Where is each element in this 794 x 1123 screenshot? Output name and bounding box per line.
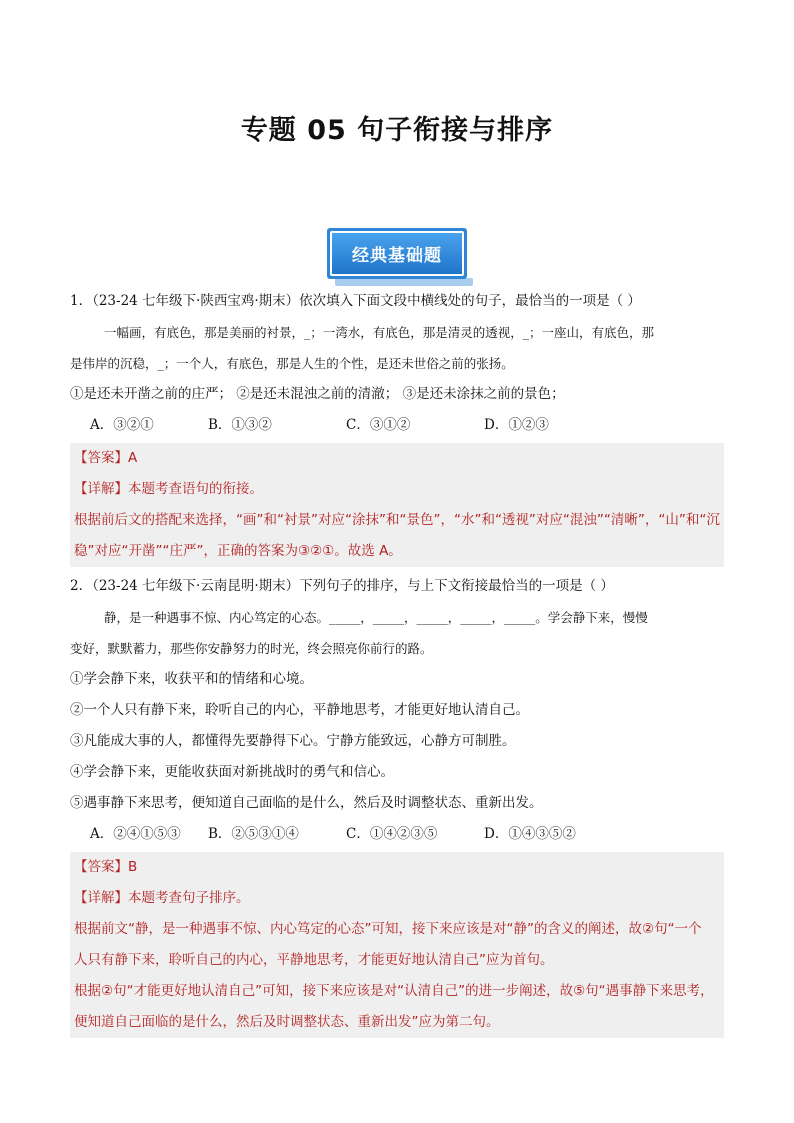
section-banner [327,228,467,279]
q2-passage-line-2: 变好，默默蓄力，那些你安静努力的时光，终会照亮你前行的路。 [70,641,433,656]
page-title: 专题 05 句子衔接与排序 [240,115,554,146]
content [70,286,724,1042]
q1-option-c: C．③①② [346,417,411,433]
q2-explain-line-4: 便知道自己面临的是什么，然后及时调整状态、重新出发”应为第二句。 [74,1014,500,1030]
q2-item-1: ①学会静下来，收获平和的情绪和心境。 [70,671,313,687]
q2-answer-block [70,852,724,1038]
q2-detail: 【详解】本题考查句子排序。 [74,890,250,906]
q1-passage-line-2: 是伟岸的沉稳，_；一个人，有底色，那是人生的个性，是还未世俗之前的张扬。 [70,356,514,371]
q1-passage-line-1: 一幅画，有底色，那是美丽的衬景，_；一湾水，有底色，那是清灵的透视，_；一座山，有底色，那 [104,325,655,340]
q2-item-2: ②一个人只有静下来，聆听自己的内心，平静地思考，才能更好地认清自己。 [70,702,529,718]
q2-explain-line-1: 根据前文“静，是一种遇事不惊、内心笃定的心态”可知，接下来应该是对“静”的含义的阐述，故②句“一个 [74,921,702,937]
q1-stem: 1．（23-24 七年级下·陕西宝鸡·期末）依次填入下面文段中横线处的句子，最恰当的一项是（ ） [70,293,641,309]
q2-option-a: A．②④①⑤③ [90,826,181,842]
q1-option-d: D．①②③ [484,417,549,433]
q2-option-b: B．②⑤③①④ [208,826,299,842]
q1-explain-line-1: 根据前后文的搭配来选择，“画”和“衬景”对应“涂抹”和“景色”，“水”和“透视”对应“混浊”“清晰”，“山”和“沉 [74,512,720,528]
q2-explain-line-3: 根据②句“才能更好地认清自己”可知，接下来应该是对“认清自己”的进一步阐述，故⑤句“遇事静下来思考， [74,983,714,999]
q2-item-3: ③凡能成大事的人，都懂得先要静得下心。宁静方能致远，心静方可制胜。 [70,733,516,749]
q2-item-5: ⑤遇事静下来思考，便知道自己面临的是什么，然后及时调整状态、重新出发。 [70,795,543,811]
q2-explain-line-2: 人只有静下来，聆听自己的内心，平静地思考，才能更好地认清自己”应为首句。 [74,952,554,968]
q2-option-d: D．①④③⑤② [484,826,576,842]
q1-option-a: A．③②① [90,417,154,433]
q2-stem: 2．（23-24 七年级下·云南昆明·期末）下列句子的排序，与上下文衔接最恰当的一项是（ ） [70,578,614,594]
q2-answer: 【答案】B [74,859,138,875]
q2-passage-line-1: 静，是一种遇事不惊、内心笃定的心态。_____，_____，_____，_____，_____。学会静下来，慢慢 [104,610,648,625]
q1-options [70,410,724,441]
q1-explain-line-2: 稳”对应“开凿”“庄严”，正确的答案为③②①。故选 A。 [74,543,402,559]
q1-detail: 【详解】本题考查语句的衔接。 [74,481,263,497]
q1-option-b: B．①③② [208,417,272,433]
q1-items: ①是还未开凿之前的庄严； ②是还未混浊之前的清澈； ③是还未涂抹之前的景色； [70,386,565,402]
q2-item-4: ④学会静下来，更能收获面对新挑战时的勇气和信心。 [70,764,394,780]
q1-answer: 【答案】A [74,450,138,466]
section-banner-wrap [0,228,794,279]
section-banner-label: 经典基础题 [330,231,464,276]
q1-answer-block [70,443,724,567]
q2-option-c: C．①④②③⑤ [346,826,438,842]
banner-shadow [335,278,473,286]
q2-options [70,819,724,850]
